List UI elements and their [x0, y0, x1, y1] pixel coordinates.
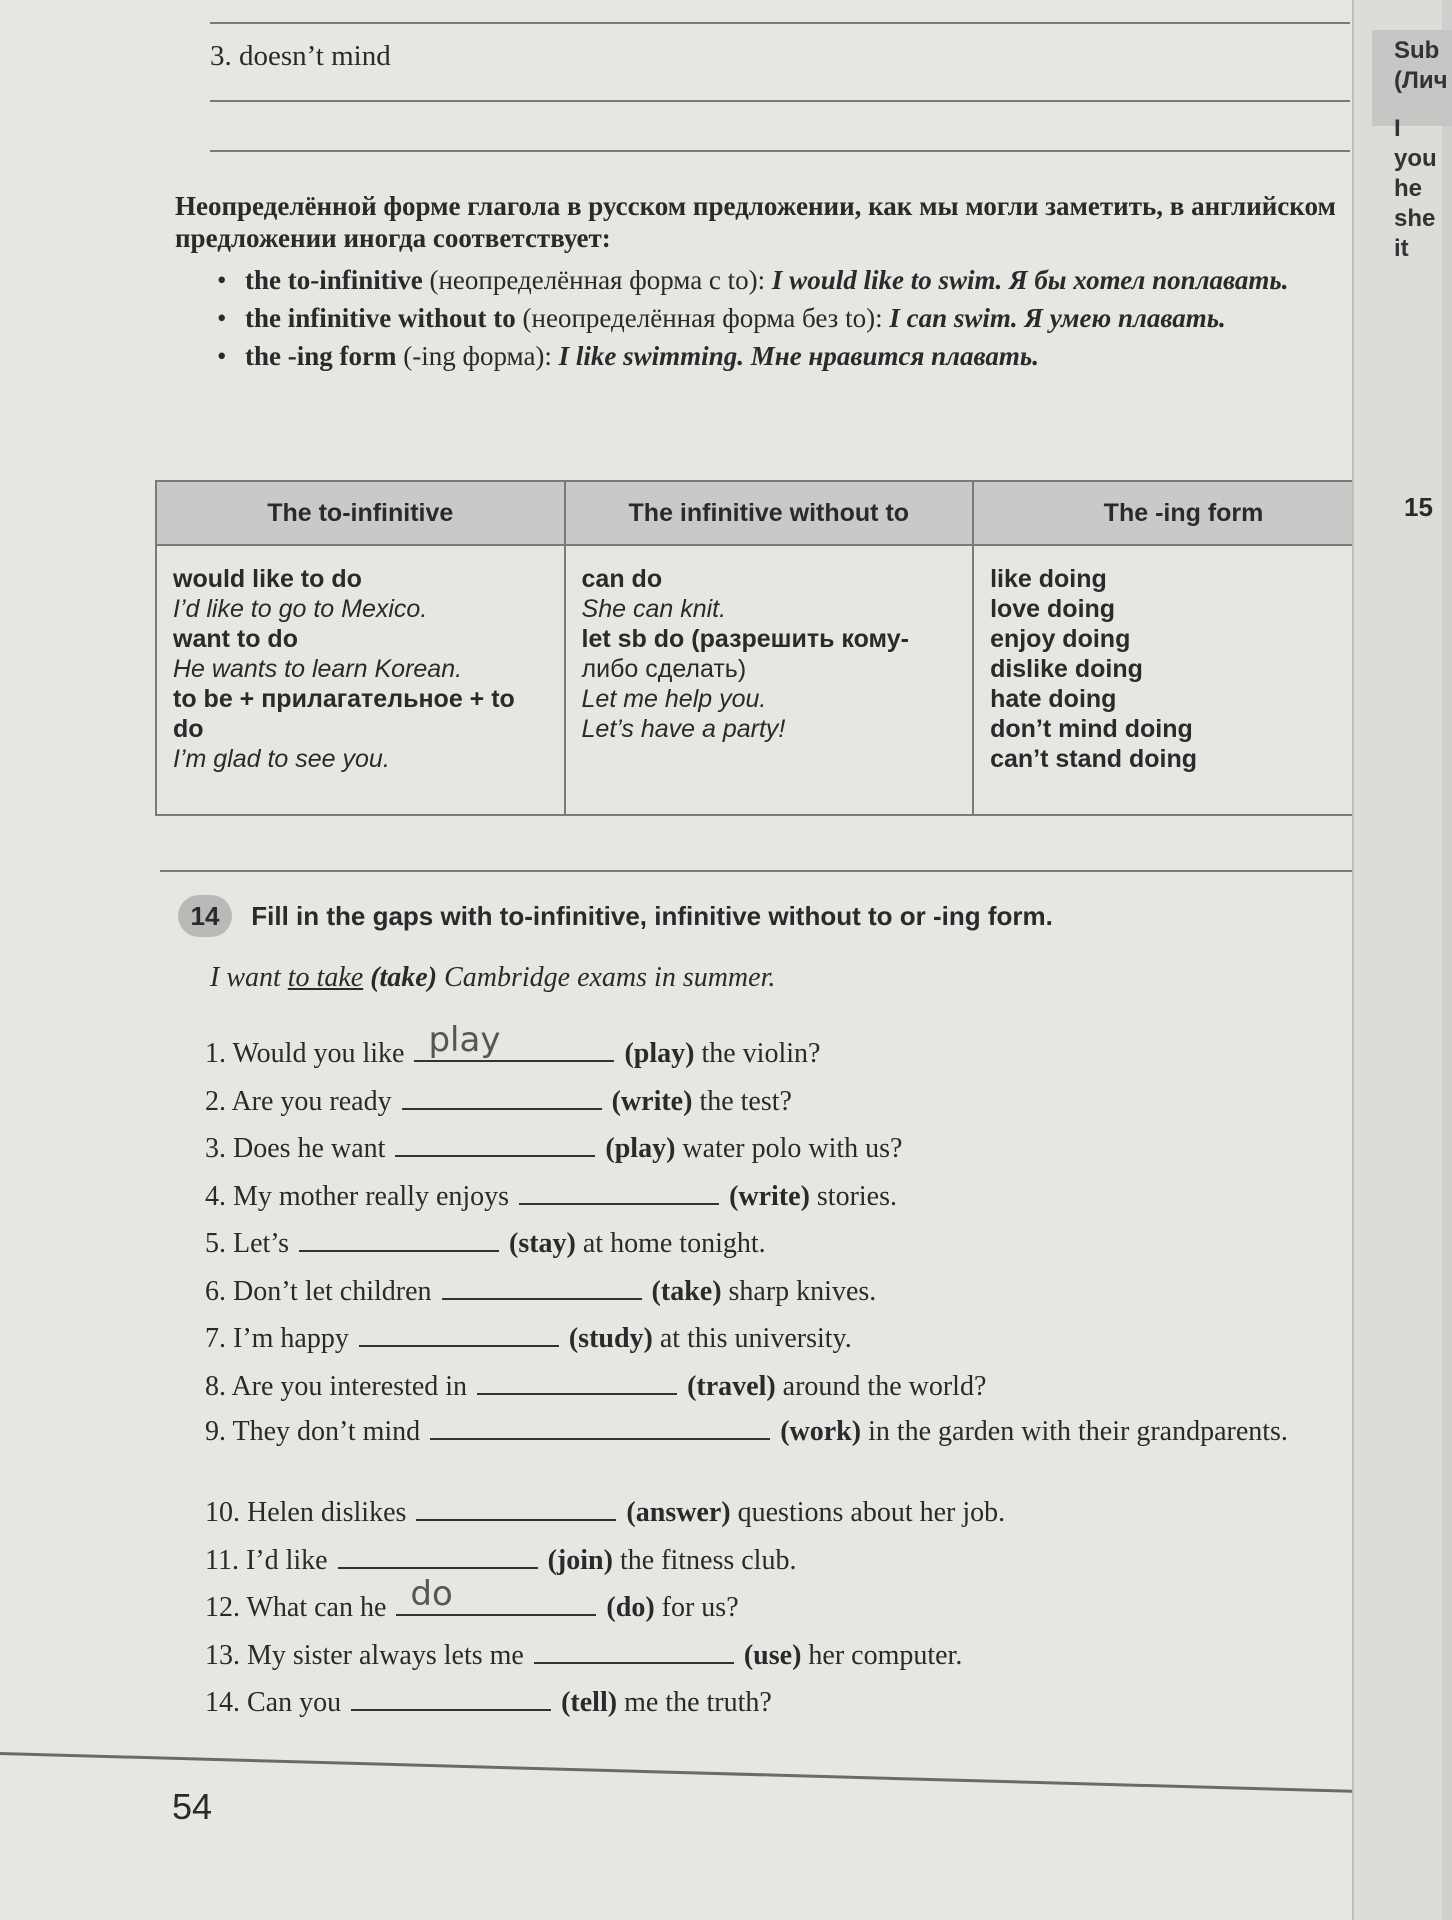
table-line: would like to do — [173, 565, 362, 593]
exercise-item-5 — [205, 1220, 1345, 1268]
item-verb: (stay) — [509, 1228, 576, 1259]
example-pre: I want — [210, 962, 281, 993]
item-verb: (take) — [651, 1275, 722, 1307]
exercise-item-8 — [205, 1363, 1345, 1411]
example-post: Cambridge exams in summer. — [444, 962, 776, 993]
bullet-term: the infinitive without to — [245, 303, 516, 333]
item-prompt: 12. What can he — [205, 1592, 387, 1623]
item-rest: for us? — [661, 1592, 739, 1623]
answer-blank[interactable] — [395, 1131, 595, 1157]
theory-section — [175, 190, 1355, 378]
item-verb: (tell) — [561, 1687, 618, 1718]
table-line: She can knit. — [581, 595, 727, 623]
item-prompt: 5. Let’s — [205, 1228, 289, 1259]
bullet-desc: (неопределённая форма без to): — [522, 303, 883, 333]
exercise-item-14 — [205, 1679, 1345, 1727]
exercise-item-11 — [205, 1537, 1345, 1585]
table-line: I’m glad to see you. — [173, 745, 390, 773]
bullet-list — [175, 264, 1355, 372]
answer-blank[interactable] — [396, 1573, 596, 1616]
table-line: Let’s have a party! — [581, 715, 786, 743]
exercise-example — [210, 962, 775, 994]
table-line: I’d like to go to Mexico. — [173, 595, 428, 623]
table-line: love doing — [990, 595, 1116, 623]
item-prompt: 9. They don’t mind — [205, 1416, 421, 1447]
section-divider — [160, 870, 1400, 872]
table-line: Let me help you. — [581, 685, 767, 713]
bullet-example: I can swim. Я умею плавать. — [889, 303, 1226, 333]
header-to-infinitive: The to-infinitive — [156, 481, 565, 545]
exercise-item-10 — [205, 1489, 1345, 1537]
item-rest: the test? — [699, 1085, 792, 1117]
item-rest: at this university. — [659, 1323, 852, 1354]
table-line: can’t stand doing — [990, 745, 1198, 773]
previous-item-3: 3. doesn’t mind — [210, 40, 391, 72]
table-line: like doing — [990, 565, 1107, 593]
answer-line — [210, 150, 1350, 152]
bullet-term: the -ing form — [245, 341, 397, 371]
exercise-item-9 — [205, 1410, 1345, 1489]
bullet-term: the to-infinitive — [245, 265, 423, 295]
exercise-item-4 — [205, 1173, 1345, 1221]
answer-blank[interactable] — [338, 1543, 538, 1569]
item-rest: sharp knives. — [728, 1275, 877, 1307]
exercise-item-12 — [205, 1573, 1345, 1632]
exercise-item-3 — [205, 1125, 1345, 1173]
item-rest: the fitness club. — [619, 1544, 797, 1576]
item-verb: (play) — [624, 1038, 695, 1069]
item-rest: stories. — [816, 1180, 897, 1212]
item-prompt: 10. Helen dislikes — [205, 1497, 407, 1528]
item-verb: (write) — [611, 1085, 693, 1117]
item-rest: water polo with us? — [682, 1133, 903, 1164]
side-line: (Лич — [1394, 67, 1448, 94]
item-prompt: 6. Don’t let children — [205, 1275, 432, 1307]
answer-blank[interactable] — [519, 1179, 719, 1205]
item-verb: (use) — [743, 1639, 802, 1671]
col-ing-form — [973, 545, 1394, 815]
item-prompt: 11. I’d like — [205, 1544, 328, 1576]
table-line: dislike doing — [990, 655, 1143, 683]
item-prompt: 4. My mother really enjoys — [205, 1180, 510, 1212]
exercise-heading — [178, 895, 1053, 937]
header-infinitive-without-to: The infinitive without to — [565, 481, 974, 545]
item-prompt: 1. Would you like — [205, 1038, 405, 1069]
exercise-item-6 — [205, 1268, 1345, 1316]
answer-blank[interactable] — [534, 1638, 734, 1664]
item-verb: (work) — [780, 1416, 862, 1447]
answer-blank[interactable] — [416, 1495, 616, 1521]
item-rest: the violin? — [701, 1038, 821, 1069]
answer-blank[interactable] — [430, 1414, 770, 1440]
item-prompt: 7. I’m happy — [205, 1323, 349, 1354]
table-line: want to do — [173, 625, 298, 653]
side-line: I — [1394, 115, 1401, 142]
item-prompt: 14. Can you — [205, 1687, 342, 1718]
example-verb: (take) — [370, 962, 438, 993]
item-prompt: 2. Are you ready — [205, 1085, 392, 1117]
answer-blank[interactable] — [299, 1226, 499, 1252]
handwritten-answer: do — [410, 1573, 453, 1614]
page-number: 54 — [172, 1786, 213, 1827]
item-prompt: 8. Are you interested in — [205, 1370, 468, 1402]
item-prompt: 3. Does he want — [205, 1133, 386, 1164]
exercise-item-7 — [205, 1315, 1345, 1363]
theory-intro: Неопределённой форме глагола в русском предложении, как мы могли заметить, в английском предложении иногда соответствует: — [175, 191, 1336, 253]
item-rest: in the garden with their grandparents. — [868, 1416, 1288, 1447]
side-line: you — [1394, 145, 1437, 172]
side-line: Sub — [1394, 37, 1440, 64]
handwritten-answer: play — [428, 1019, 501, 1060]
item-verb: (answer) — [626, 1497, 731, 1528]
answer-blank[interactable] — [414, 1019, 614, 1062]
table-line: to be + прилагательное + to do — [173, 685, 515, 743]
table-line: либо сделать) — [581, 655, 747, 683]
item-verb: (play) — [605, 1133, 676, 1164]
table-line: He wants to learn Korean. — [173, 655, 463, 683]
item-rest: around the world? — [782, 1370, 987, 1402]
bullet-infinitive-without-to — [245, 302, 1355, 334]
side-exercise-number: 15 — [1404, 492, 1433, 522]
item-rest: me the truth? — [624, 1687, 772, 1718]
answer-blank[interactable] — [351, 1685, 551, 1711]
item-rest: her computer. — [808, 1639, 963, 1671]
table-line: can do — [581, 565, 663, 593]
bullet-ing-form — [245, 340, 1355, 372]
top-rule — [210, 22, 1350, 24]
exercise-number-badge: 14 — [178, 895, 232, 937]
exercise-item-2 — [205, 1078, 1345, 1126]
item-rest: at home tonight. — [582, 1228, 766, 1259]
side-line: it — [1394, 235, 1409, 262]
item-verb: (join) — [547, 1544, 613, 1576]
item-prompt: 13. My sister always lets me — [205, 1639, 524, 1671]
example-answer: to take — [287, 962, 364, 993]
answer-blank[interactable] — [477, 1369, 677, 1395]
answer-blank[interactable] — [442, 1274, 642, 1300]
item-rest: questions about her job. — [737, 1497, 1006, 1528]
bullet-example: I like swimming. Мне нравится плавать. — [558, 341, 1039, 371]
item-verb: (do) — [606, 1592, 655, 1623]
table-line: let sb do (разрешить кому- — [581, 625, 909, 653]
col-infinitive-without-to — [565, 545, 974, 815]
exercise-items — [205, 1019, 1345, 1727]
item-verb: (travel) — [687, 1370, 776, 1402]
bullet-to-infinitive — [245, 264, 1355, 296]
table-line: hate doing — [990, 685, 1117, 713]
exercise-instruction: Fill in the gaps with to-infinitive, infinitive without to or -ing form. — [251, 901, 1053, 931]
bullet-desc: (-ing форма): — [403, 341, 552, 371]
header-ing-form: The -ing form — [973, 481, 1394, 545]
answer-blank[interactable] — [359, 1321, 559, 1347]
side-line: she — [1394, 205, 1436, 232]
bullet-desc: (неопределённая форма с to): — [429, 265, 766, 295]
bullet-example: I would like to swim. Я бы хотел поплавать. — [771, 265, 1289, 295]
table-line: don’t mind doing — [990, 715, 1193, 743]
item-verb: (write) — [729, 1180, 810, 1212]
side-line: he — [1394, 175, 1423, 202]
answer-blank[interactable] — [402, 1084, 602, 1110]
table-line: enjoy doing — [990, 625, 1131, 653]
item-verb: (study) — [568, 1323, 653, 1354]
grammar-table — [155, 480, 1395, 816]
exercise-item-1 — [205, 1019, 1345, 1078]
adjacent-page — [1352, 0, 1448, 1920]
col-to-infinitive — [156, 545, 565, 815]
exercise-item-13 — [205, 1632, 1345, 1680]
answer-line — [210, 100, 1350, 102]
side-text — [1394, 36, 1448, 264]
